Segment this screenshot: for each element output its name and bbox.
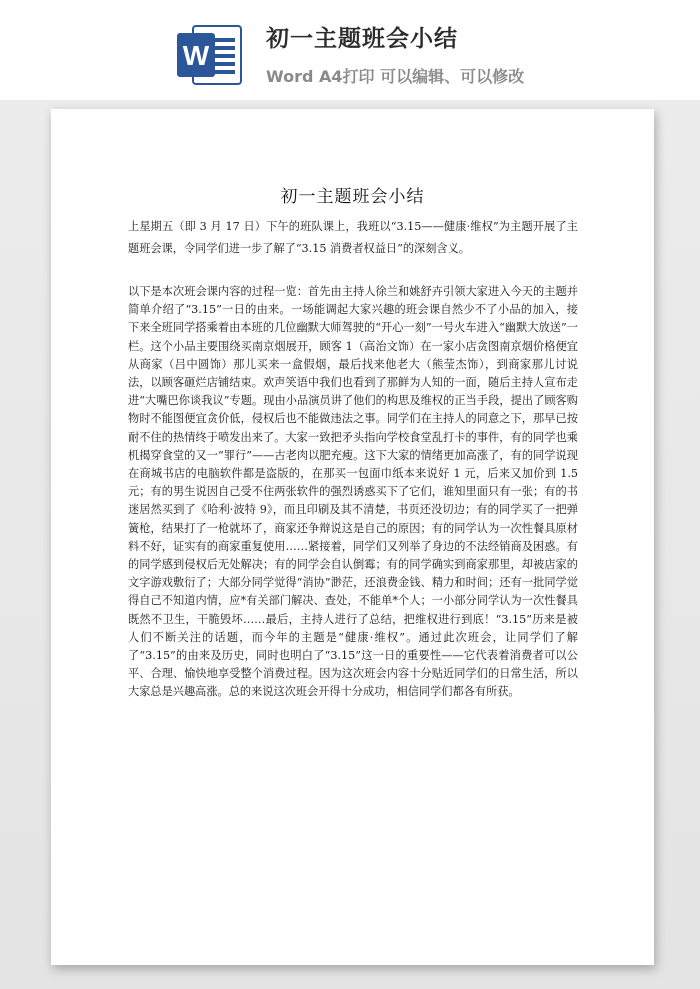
document-paragraph: 上星期五（即 3 月 17 日）下午的班队课上，我班以“3.15——健康·维权”为主题开展了主题班会课，令同学们进一步了解了“3.15 消费者权益日”的深刻含义。 — [128, 220, 578, 255]
document-title: 初一主题班会小结 — [280, 187, 425, 207]
header-banner — [0, 0, 700, 100]
header-title: 初一主题班会小结 — [266, 26, 458, 52]
word-document-icon — [177, 24, 243, 86]
document-paragraph: 以下是本次班会课内容的过程一览：首先由主持人徐兰和姚舒卉引领大家进入今天的主题并简单介绍了“3.15”一日的由来。一场能调起大家兴趣的班会课自然少不了小品的加入，接下来全班同学搭乘着由本班的几位幽默大师驾驶的“开心一刻”一号火车进入“幽默大放送”一栏。这个小品主要围绕买南京烟展开，顾客 1（高治文饰）在一家小店贪图南京烟价格便宜从商家（吕中圆饰）那儿买来一盒假烟，最后找来他老大（熊莹杰饰），到商家那儿讨说法，以顾客砸烂店铺结束。欢声笑语中我们也看到了那鲜为人知的一面，随后主持人宣布走进“大嘴巴你谈我议”专题。现由小品演员讲了他们的构思及维权的正当手段，提出了顾客购物时不能图便宜贪价低，侵权后也不能做违法之事。同学们在主持人的同意之下，那早已按耐不住的热情终于喷发出来了。大家一致把矛头指向学校食堂乱打卡的事件，有的同学也乘机揭穿食堂的又一“罪行”——古老肉以肥充瘦。这下大家的情绪更加高涨了，有的同学说现在商城书店的电脑软件都是盗版的，在那买一包面巾纸本来说好 1 元，后来又加价到 1.5 元；有的男生说因自己受不住两张软件的强烈诱惑买下了它们，谁知里面只有一张；有的书迷居然买到了《哈利·波特 9》，而且印刷及其不清楚，书页还没切边；有的同学买了一把弹簧枪，结果打了一枪就坏了，商家还争辩说这是自己的原因；有的同学认为一次性餐具原材料不好，证实有的商家重复使用……紧接着，同学们又列举了身边的不法经销商及困惑。有的同学感到侵权后无处解决；有的同学会自认倒霉；有的同学确实到商家那里，却被店家的文字游戏敷衍了；大部分同学觉得“消协”渺茫，还浪费金钱、精力和时间；还有一批同学觉得自己不知道内情，应*有关部门解决、查处，不能单*个人；一小部分同学认为一次性餐具既然不卫生，干脆毁坏……最后，主持人进行了总结，把维权进行到底！“3.15”历来是被人们不断关注的话题，而今年的主题是“健康·维权”。通过此次班会，让同学们了解了“3.15”的由来及历史，同时也明白了“3.15”这一日的重要性——它代表着消费者可以公平、合理、愉快地享受整个消费过程。因为这次班会内容十分贴近同学们的日常生活，所以大家总是兴趣高涨。总的来说这次班会开得十分成功，相信同学们都各有所获。 — [128, 285, 578, 699]
document-page — [51, 109, 654, 965]
word-icon-letter: W — [182, 40, 210, 71]
header-subtitle: Word A4打印 可以编辑、可以修改 — [266, 67, 525, 86]
